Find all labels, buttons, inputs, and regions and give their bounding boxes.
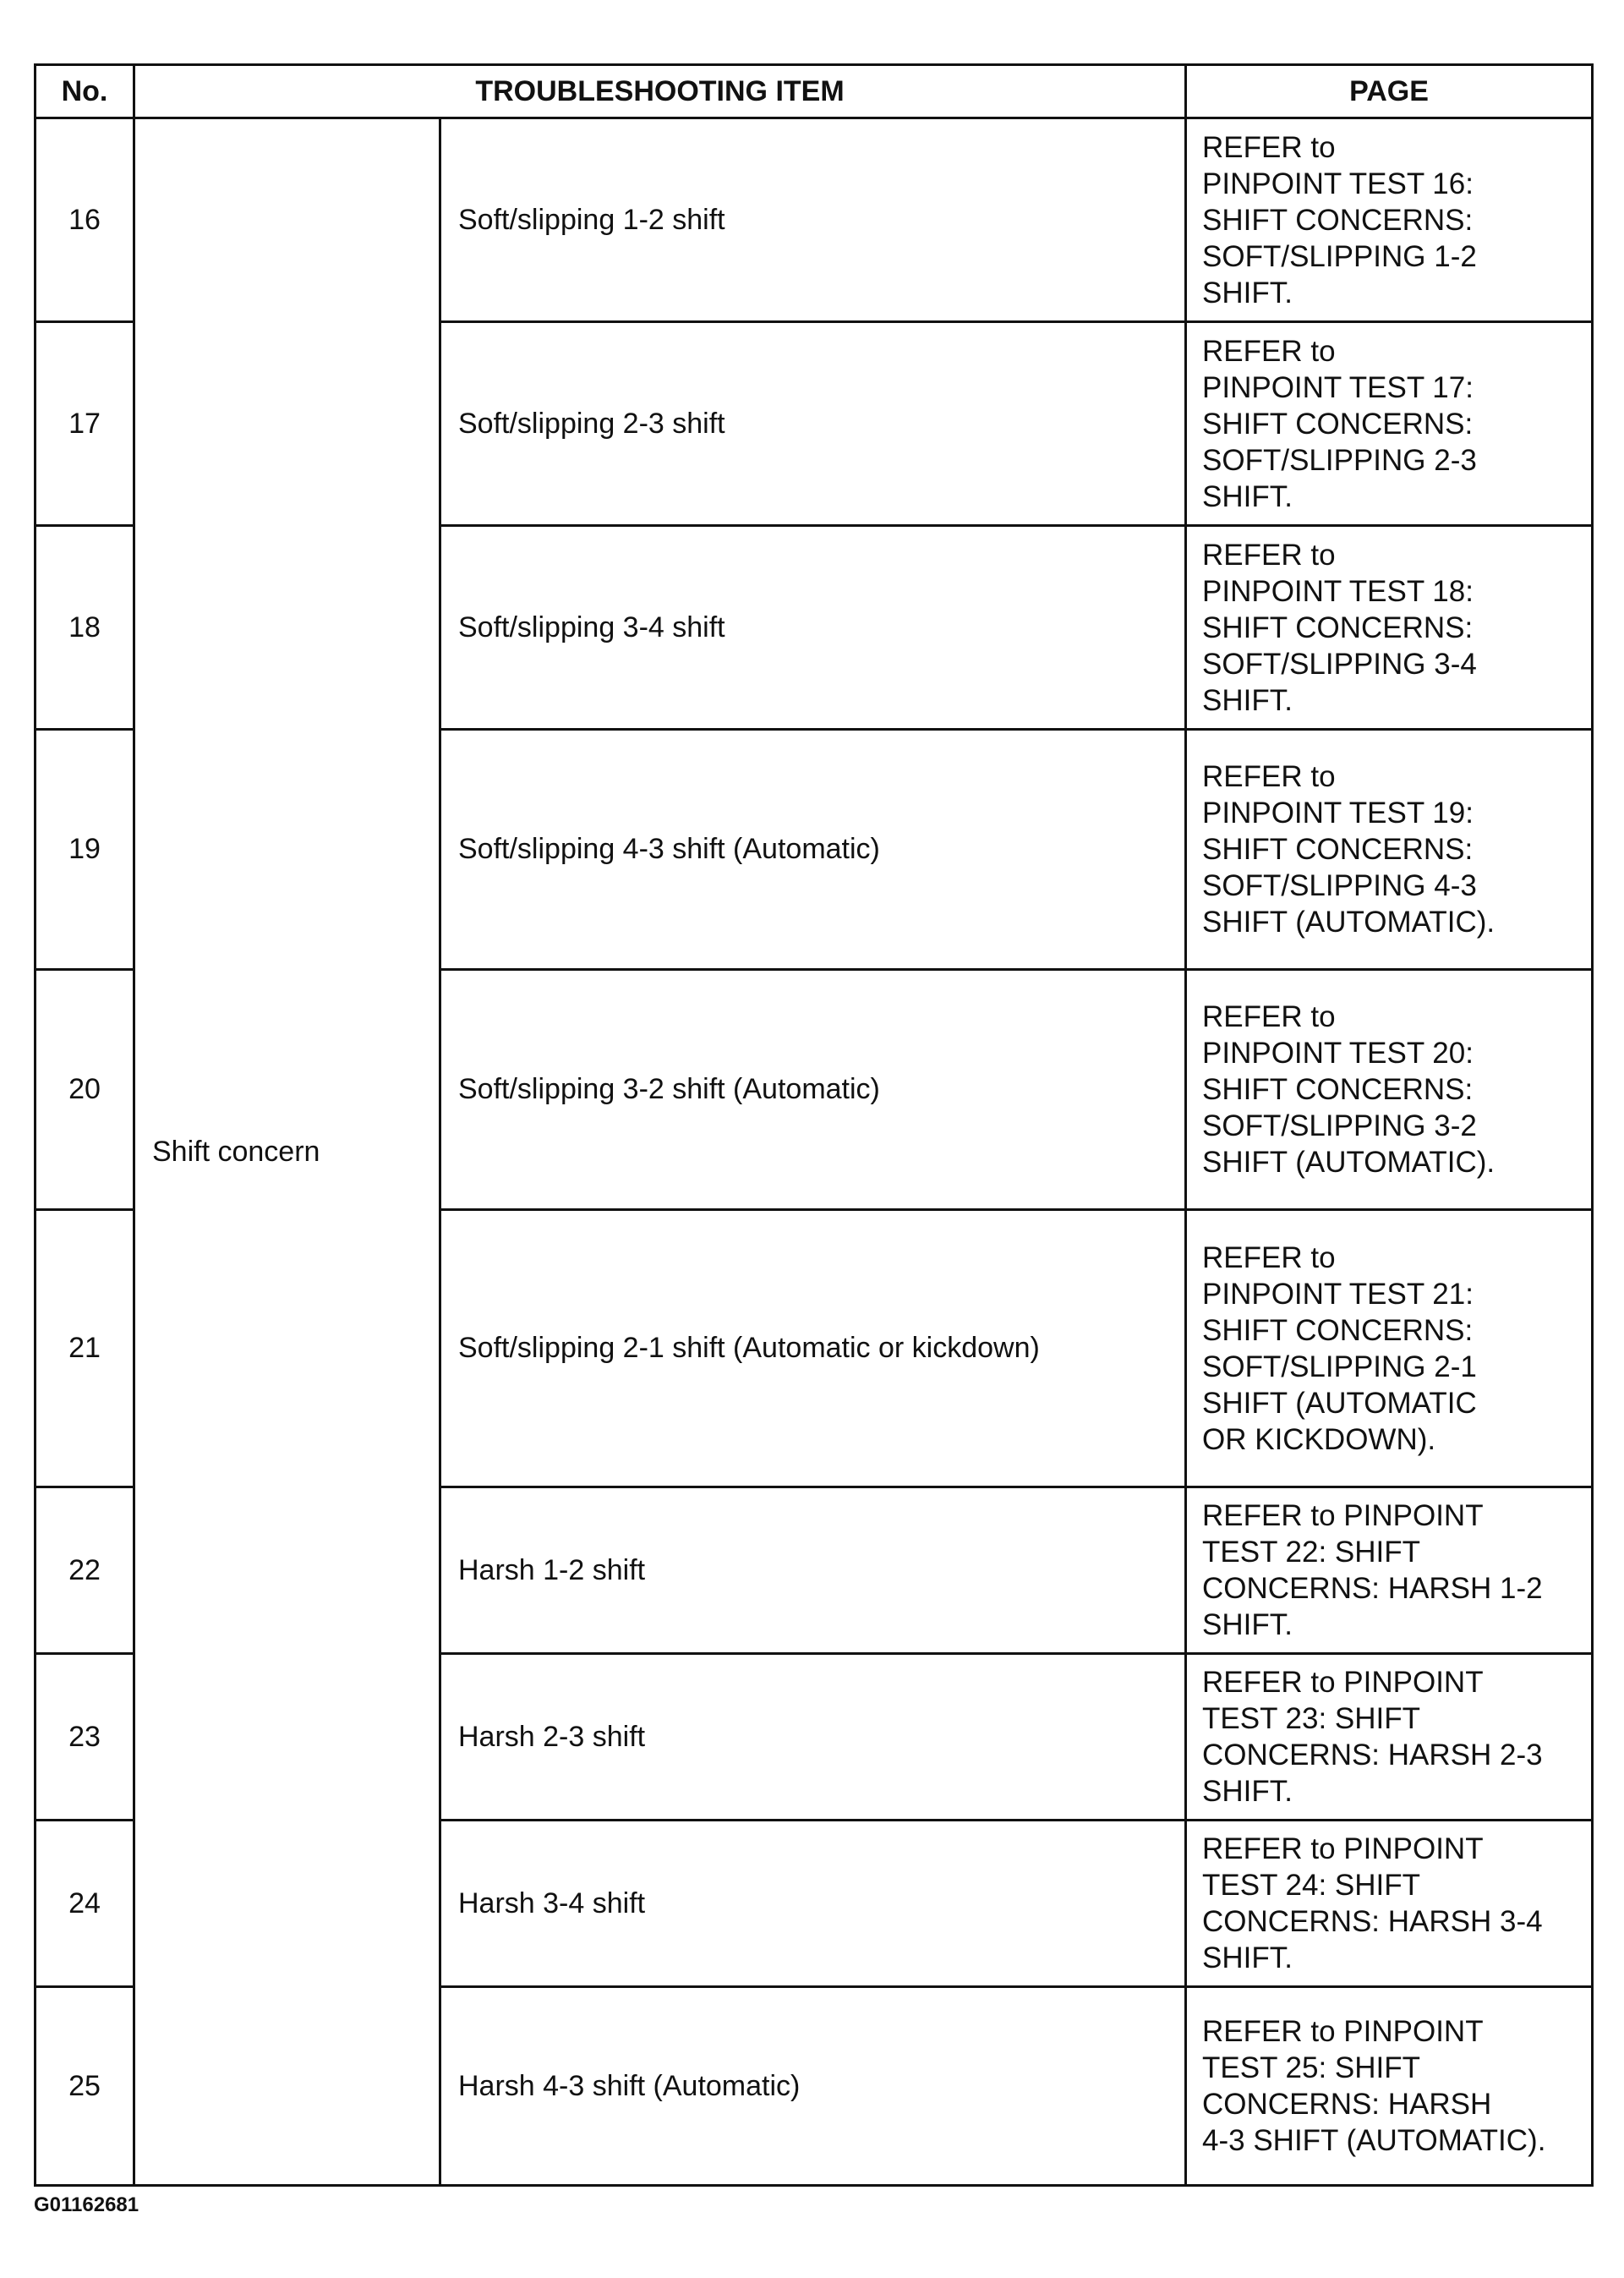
header-row: [36, 65, 1593, 118]
troubleshooting-table-container: [34, 63, 1591, 2187]
page-reference: REFER to PINPOINT TEST 21: SHIFT CONCERNS: SOFT/SLIPPING 2-1 SHIFT (AUTOMATIC OR KICKDOWN).: [1186, 1210, 1593, 1487]
row-number: 16: [36, 118, 134, 322]
row-number: 20: [36, 970, 134, 1210]
troubleshooting-item: Soft/slipping 3-4 shift: [440, 526, 1186, 730]
page-reference: REFER to PINPOINT TEST 25: SHIFT CONCERNS: HARSH 4-3 SHIFT (AUTOMATIC).: [1186, 1987, 1593, 2186]
troubleshooting-item: Soft/slipping 4-3 shift (Automatic): [440, 730, 1186, 970]
row-number: 22: [36, 1487, 134, 1654]
page-reference: REFER to PINPOINT TEST 19: SHIFT CONCERNS: SOFT/SLIPPING 4-3 SHIFT (AUTOMATIC).: [1186, 730, 1593, 970]
page-reference: REFER to PINPOINT TEST 17: SHIFT CONCERNS: SOFT/SLIPPING 2-3 SHIFT.: [1186, 322, 1593, 526]
page-reference: REFER to PINPOINT TEST 18: SHIFT CONCERNS: SOFT/SLIPPING 3-4 SHIFT.: [1186, 526, 1593, 730]
troubleshooting-item: Soft/slipping 2-1 shift (Automatic or kickdown): [440, 1210, 1186, 1487]
troubleshooting-item: Harsh 4-3 shift (Automatic): [440, 1987, 1186, 2186]
page-reference: REFER to PINPOINT TEST 20: SHIFT CONCERNS: SOFT/SLIPPING 3-2 SHIFT (AUTOMATIC).: [1186, 970, 1593, 1210]
troubleshooting-item: Soft/slipping 2-3 shift: [440, 322, 1186, 526]
row-number: 18: [36, 526, 134, 730]
row-number: 23: [36, 1654, 134, 1821]
figure-id: G01162681: [34, 2193, 139, 2216]
troubleshooting-item: Soft/slipping 3-2 shift (Automatic): [440, 970, 1186, 1210]
category-cell: Shift concern: [134, 118, 440, 2186]
troubleshooting-table: [34, 63, 1594, 2187]
header-page: PAGE: [1186, 65, 1593, 118]
troubleshooting-item: Harsh 3-4 shift: [440, 1821, 1186, 1987]
row-number: 21: [36, 1210, 134, 1487]
page-reference: REFER to PINPOINT TEST 16: SHIFT CONCERNS: SOFT/SLIPPING 1-2 SHIFT.: [1186, 118, 1593, 322]
troubleshooting-item: Harsh 2-3 shift: [440, 1654, 1186, 1821]
row-number: 24: [36, 1821, 134, 1987]
troubleshooting-item: Soft/slipping 1-2 shift: [440, 118, 1186, 322]
troubleshooting-item: Harsh 1-2 shift: [440, 1487, 1186, 1654]
header-troubleshooting-item: TROUBLESHOOTING ITEM: [134, 65, 1186, 118]
page-reference: REFER to PINPOINT TEST 24: SHIFT CONCERNS: HARSH 3-4 SHIFT.: [1186, 1821, 1593, 1987]
page-reference: REFER to PINPOINT TEST 23: SHIFT CONCERNS: HARSH 2-3 SHIFT.: [1186, 1654, 1593, 1821]
table-row: [36, 118, 1593, 322]
header-no: No.: [36, 65, 134, 118]
row-number: 19: [36, 730, 134, 970]
page-reference: REFER to PINPOINT TEST 22: SHIFT CONCERNS: HARSH 1-2 SHIFT.: [1186, 1487, 1593, 1654]
row-number: 17: [36, 322, 134, 526]
row-number: 25: [36, 1987, 134, 2186]
